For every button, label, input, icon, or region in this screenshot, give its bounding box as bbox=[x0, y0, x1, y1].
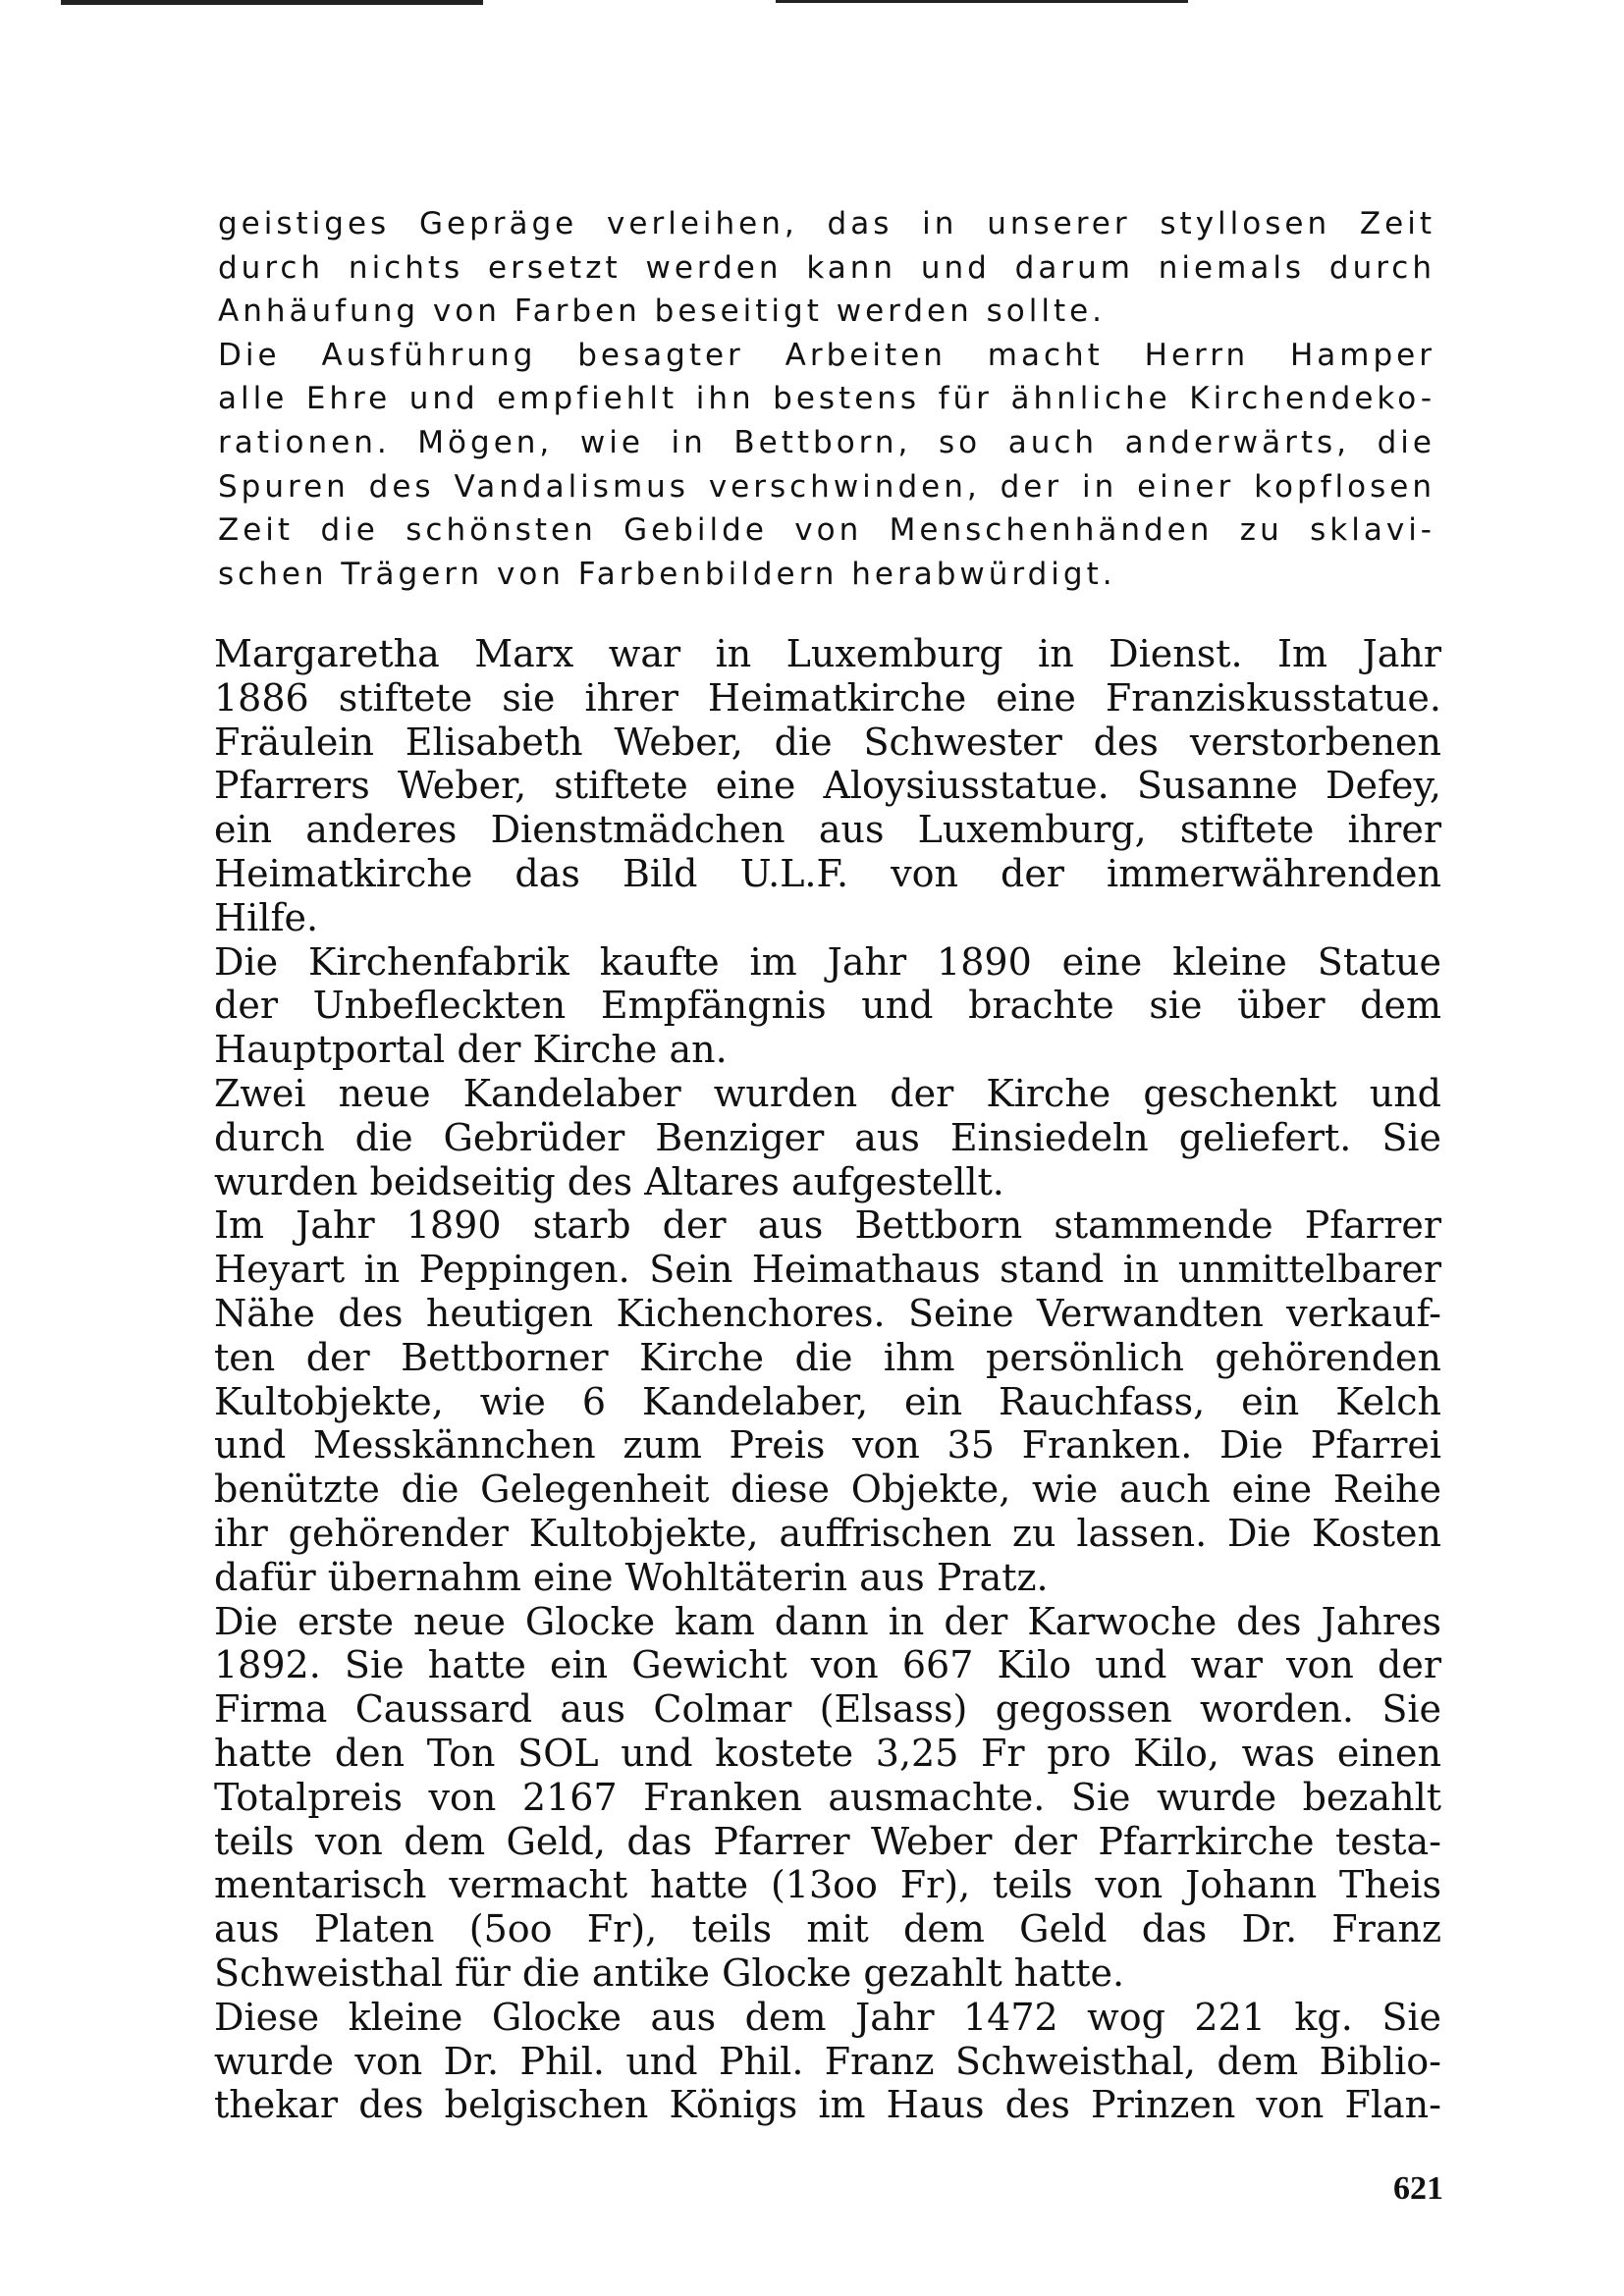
body-line: Kultobjekte, wie 6 Kandelaber, ein Rauchfass, ein Kelch bbox=[214, 1379, 1441, 1423]
quote-line: Zeit die schönsten Gebilde von Menschenhänden zu sklavi- bbox=[218, 512, 1435, 549]
body-line: wurden beidseitig des Altares aufgestellt. bbox=[214, 1159, 1004, 1203]
top-edge-rule-right bbox=[776, 0, 1188, 3]
body-line: Hilfe. bbox=[214, 895, 319, 939]
body-text bbox=[214, 632, 1441, 2127]
body-line: Diese kleine Glocke aus dem Jahr 1472 wog 221 kg. Sie bbox=[214, 1995, 1441, 2039]
quote-line: alle Ehre und empfiehlt ihn bestens für ähnliche Kirchendeko- bbox=[218, 381, 1435, 417]
body-line: ihr gehörender Kultobjekte, auffrischen zu lassen. Die Kosten bbox=[214, 1511, 1441, 1555]
quote-line: durch nichts ersetzt werden kann und darum niemals durch bbox=[218, 249, 1435, 286]
body-line: Firma Caussard aus Colmar (Elsass) gegossen worden. Sie bbox=[214, 1687, 1441, 1732]
quote-line: Spuren des Vandalismus verschwinden, der in einer kopflosen bbox=[218, 468, 1435, 505]
body-line: Nähe des heutigen Kichenchores. Seine Verwandten verkauf- bbox=[214, 1291, 1441, 1335]
body-line: wurde von Dr. Phil. und Phil. Franz Schweisthal, dem Biblio- bbox=[214, 2039, 1441, 2083]
top-edge-rule bbox=[61, 0, 483, 5]
body-line: Hauptportal der Kirche an. bbox=[214, 1028, 728, 1072]
body-line: Pfarrers Weber, stiftete eine Aloysiusstatue. Susanne Defey, bbox=[214, 764, 1441, 808]
page-number: 621 bbox=[1393, 2170, 1443, 2207]
body-line: 1886 stiftete sie ihrer Heimatkirche eine Franziskusstatue. bbox=[214, 675, 1441, 720]
body-line: Fräulein Elisabeth Weber, die Schwester des verstorbenen bbox=[214, 720, 1441, 764]
body-line: Margaretha Marx war in Luxemburg in Dienst. Im Jahr bbox=[214, 632, 1441, 675]
quoted-passage bbox=[218, 202, 1435, 596]
body-line: Heimatkirche das Bild U.L.F. von der immerwährenden bbox=[214, 851, 1441, 895]
body-line: durch die Gebrüder Benziger aus Einsiedeln geliefert. Sie bbox=[214, 1115, 1441, 1159]
body-line: Zwei neue Kandelaber wurden der Kirche geschenkt und bbox=[214, 1071, 1441, 1115]
quote-line: rationen. Mögen, wie in Bettborn, so auch anderwärts, die bbox=[218, 424, 1435, 460]
body-line: dafür übernahm eine Wohltäterin aus Pratz. bbox=[214, 1555, 1049, 1599]
body-line: benützte die Gelegenheit diese Objekte, wie auch eine Reihe bbox=[214, 1468, 1441, 1512]
body-line: Heyart in Peppingen. Sein Heimathaus stand in unmittelbarer bbox=[214, 1248, 1441, 1292]
quote-line: geistiges Gepräge verleihen, das in unserer styllosen Zeit bbox=[218, 206, 1435, 241]
body-line: thekar des belgischen Königs im Haus des Prinzen von Flan- bbox=[214, 2083, 1441, 2127]
body-line: teils von dem Geld, das Pfarrer Weber der Pfarrkirche testa- bbox=[214, 1819, 1441, 1863]
body-line: Im Jahr 1890 starb der aus Bettborn stammende Pfarrer bbox=[214, 1203, 1441, 1248]
body-line: aus Platen (5oo Fr), teils mit dem Geld das Dr. Franz bbox=[214, 1907, 1441, 1951]
body-line: ten der Bettborner Kirche die ihm persönlich gehörenden bbox=[214, 1335, 1441, 1379]
quote-line: Die Ausführung besagter Arbeiten macht Herrn Hamper bbox=[218, 337, 1435, 373]
body-line: 1892. Sie hatte ein Gewicht von 667 Kilo und war von der bbox=[214, 1643, 1441, 1687]
body-line: hatte den Ton SOL und kostete 3,25 Fr pro Kilo, was einen bbox=[214, 1731, 1441, 1775]
quote-line: Anhäufung von Farben beseitigt werden sollte. bbox=[218, 294, 1107, 330]
quote-line: schen Trägern von Farbenbildern herabwürdigt. bbox=[218, 556, 1116, 592]
body-line: mentarisch vermacht hatte (13oo Fr), teils von Johann Theis bbox=[214, 1863, 1441, 1907]
body-line: Die Kirchenfabrik kaufte im Jahr 1890 eine kleine Statue bbox=[214, 939, 1441, 984]
body-line: und Messkännchen zum Preis von 35 Franken. Die Pfarrei bbox=[214, 1423, 1441, 1468]
body-line: der Unbefleckten Empfängnis und brachte sie über dem bbox=[214, 984, 1441, 1028]
body-line: ein anderes Dienstmädchen aus Luxemburg, stiftete ihrer bbox=[214, 808, 1441, 852]
body-line: Totalpreis von 2167 Franken ausmachte. Sie wurde bezahlt bbox=[214, 1775, 1441, 1819]
body-line: Schweisthal für die antike Glocke gezahlt hatte. bbox=[214, 1950, 1125, 1995]
body-line: Die erste neue Glocke kam dann in der Karwoche des Jahres bbox=[214, 1599, 1441, 1643]
